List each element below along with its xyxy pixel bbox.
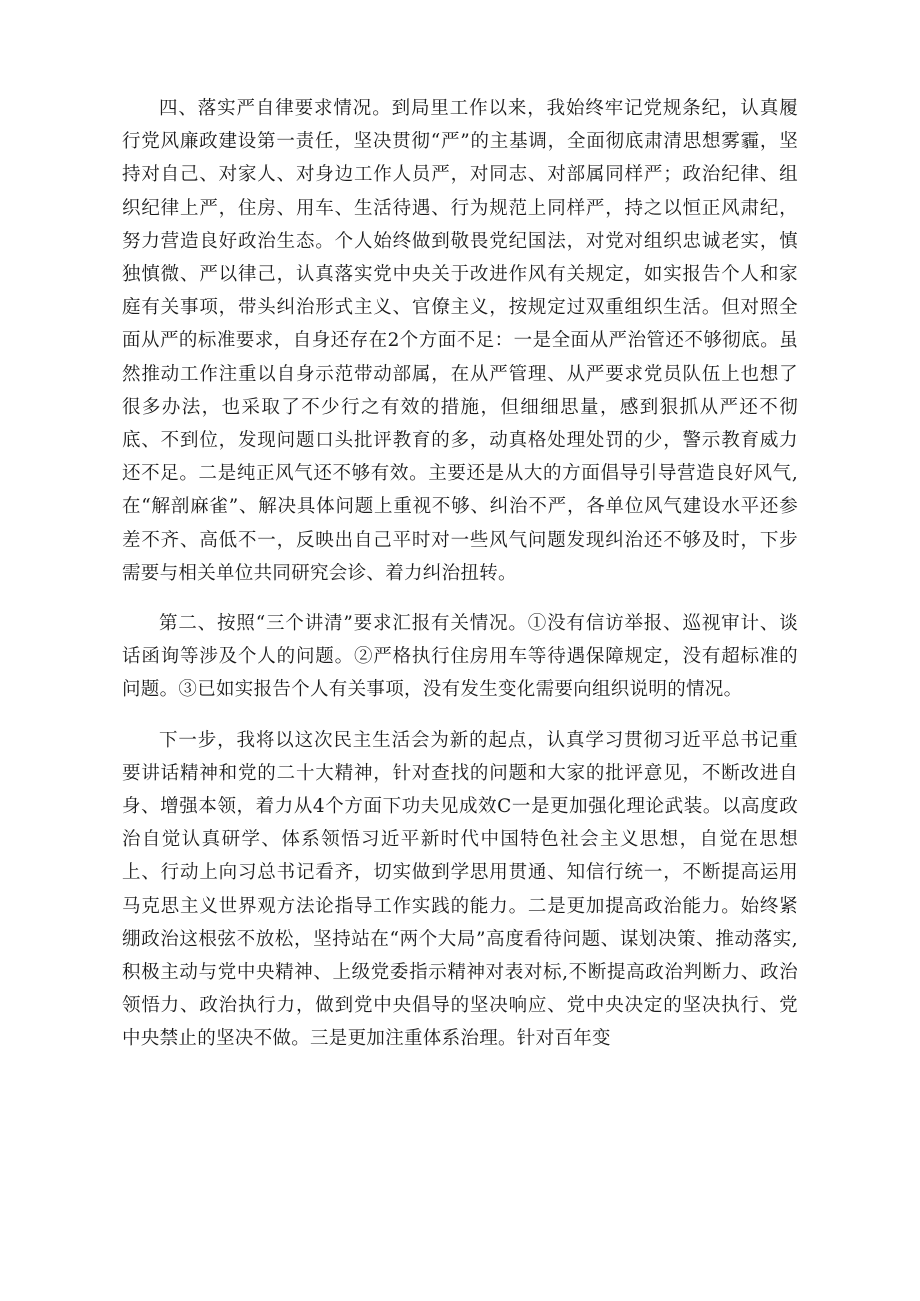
- document-body: [122, 92, 798, 1056]
- paragraph-next-steps: 下一步，我将以这次民主生活会为新的起点，认真学习贯彻习近平总书记重要讲话精神和党的二十大精神，针对查找的问题和大家的批评意见，不断改进自身、增强本领，着力从4个方面下功夫见成效C一是更加强化理论武装。以高度政治自觉认真研学、体系领悟习近平新时代中国特色社会主义思想，自觉在思想上、行动上向习总书记看齐，切实做到学思用贯通、知信行统一，不断提高运用马克思主义世界观方法论指导工作实践的能力。二是更加提高政治能力。始终紧绷政治这根弦不放松，坚持站在“两个大局”高度看待问题、谋划决策、推动落实,积极主动与党中央精神、上级党委指示精神对表对标,不断提高政治判断力、政治领悟力、政治执行力，做到党中央倡导的坚决响应、党中央决定的坚决执行、党中央禁止的坚决不做。三是更加注重体系治理。针对百年变: [122, 729, 798, 1050]
- paragraph-self-discipline: 四、落实严自律要求情况。到局里工作以来，我始终牢记党规条纪，认真履行党风廉政建设第一责任，坚决贯彻“严”的主基调，全面彻底肃清思想雾霾，坚持对自己、对家人、对身边工作人员严，对同志、对部属同样严；政治纪律、组织纪律上严，住房、用车、生活待遇、行为规范上同样严，持之以恒正风肃纪，努力营造良好政治生态。个人始终做到敬畏党纪国法，对党对组织忠诚老实，慎独慎微、严以律己，认真落实党中央关于改进作风有关规定，如实报告个人和家庭有关事项，带头纠治形式主义、官僚主义，按规定过双重组织生活。但对照全面从严的标准要求，自身还存在2个方面不足：一是全面从严治管还不够彻底。虽然推动工作注重以自身示范带动部属，在从严管理、从严要求党员队伍上也想了很多办法，也采取了不少行之有效的措施，但细细思量，感到狠抓从严还不彻底、不到位，发现问题口头批评教育的多，动真格处理处罚的少，警示教育威力还不足。二是纯正风气还不够有效。主要还是从大的方面倡导引导营造良好风气,在“解剖麻雀”、解决具体问题上重视不够、纠治不严，各单位风气建设水平还参差不齐、高低不一，反映出自己平时对一些风气问题发现纠治还不够及时，下步需要与相关单位共同研究会诊、着力纠治扭转。: [122, 98, 798, 584]
- paragraph-three-clarifications: 第二、按照“三个讲清”要求汇报有关情况。①没有信访举报、巡视审计、谈话函询等涉及个人的问题。②严格执行住房用车等待遇保障规定，没有超标准的问题。③已如实报告个人有关事项，没有发生变化需要向组织说明的情况。: [122, 613, 798, 701]
